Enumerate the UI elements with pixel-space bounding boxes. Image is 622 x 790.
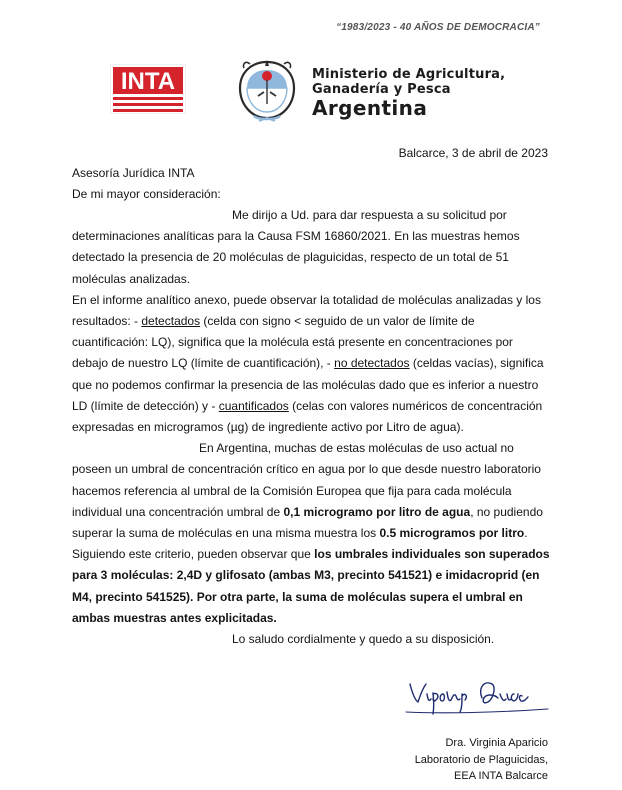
signer-lab: Laboratorio de Plaguicidas, xyxy=(414,753,548,766)
letter-address xyxy=(72,163,221,205)
paragraph-1: determinaciones analíticas para la Causa FSM 16860/2021. En las muestras hemos detectado la presencia de 20 moléculas de plaguicidas, respecto de un total de 51 moléculas analizadas. xyxy=(72,229,520,286)
letter-body xyxy=(72,205,550,650)
paragraph-3-first-line: En Argentina, muchas de estas moléculas de uso actual no xyxy=(199,441,514,456)
threshold-individual: 0,1 microgramo por litro de agua xyxy=(283,504,471,519)
term-detectados: detectados xyxy=(141,314,201,329)
inta-logo xyxy=(110,64,186,114)
closing-line: Lo saludo cordialmente y quedo a su disposición. xyxy=(232,632,495,647)
signer-block xyxy=(415,735,548,785)
handwritten-signature xyxy=(396,672,556,722)
conclusion-bold: los umbrales individuales son superados para 3 moléculas: 2,4D y glifosato (ambas M3, precinto 541521) e imidacroprid (en M4, precinto 541525). Por otra parte, la suma de moléculas supera el umbral en ambas muestras antes explicitadas. xyxy=(72,547,550,625)
coat-of-arms-icon xyxy=(236,58,298,124)
ministry-line-1: Ministerio de Agricultura, xyxy=(312,67,506,82)
letter-date: Balcarce, 3 de abril de 2023 xyxy=(398,146,548,160)
paragraph-1-first-line: Me dirijo a Ud. para dar respuesta a su solicitud por xyxy=(232,208,507,222)
letter-salutation: De mi mayor consideración: xyxy=(72,187,221,202)
inta-logo-text: INTA xyxy=(120,68,176,95)
ministry-country: Argentina xyxy=(312,96,428,120)
paragraph-2: En el informe analítico anexo, puede observar la totalidad de moléculas analizadas y los resultados: - detectados (celda con signo < seguido de un valor de límite de cuantificación: LQ), significa que la molécula está presente en concentraciones por debajo de nuestro LQ (límite de cuantificación), - no detectados (celdas vacías), significa que no podemos confirmar la presencia de las moléculas dado que es inferior a nuestro LD (límite de detección) y - cuantificados (celas con valores numéricos de concentración expresadas en microgramos (µg) de ingrediente activo por Litro de agua). xyxy=(72,292,544,435)
paragraph-3: poseen un umbral de concentración crítico en agua por lo que desde nuestro laboratorio hacemos referencia al umbral de la Comisión Europea que fija para cada molécula individual una concentración umbral de 0,1 microgramo por litro de agua, no pudiendo superar la suma de moléculas en una misma muestra los 0.5 microgramos por litro. Siguiendo este criterio, pueden observar que los umbrales individuales son superados para 3 moléculas: 2,4D y glifosato (ambas M3, precinto 541521) e imidacroprid (en M4, precinto 541525). Por otra parte, la suma de moléculas supera el umbral en ambas muestras antes explicitadas. xyxy=(72,462,550,625)
ministry-logo xyxy=(312,67,505,120)
term-cuantificados: cuantificados xyxy=(218,398,289,413)
term-no-detectados: no detectados xyxy=(334,356,410,371)
signer-station: EEA INTA Balcarce xyxy=(454,770,548,782)
ministry-line-2: Ganadería y Pesca xyxy=(312,82,451,97)
letter-recipient: Asesoría Jurídica INTA xyxy=(72,166,195,180)
threshold-sum: 0.5 microgramos por litro xyxy=(379,526,525,541)
header-motto: “1983/2023 - 40 AÑOS DE DEMOCRACIA” xyxy=(336,22,540,33)
signer-name: Dra. Virginia Aparicio xyxy=(445,737,548,749)
